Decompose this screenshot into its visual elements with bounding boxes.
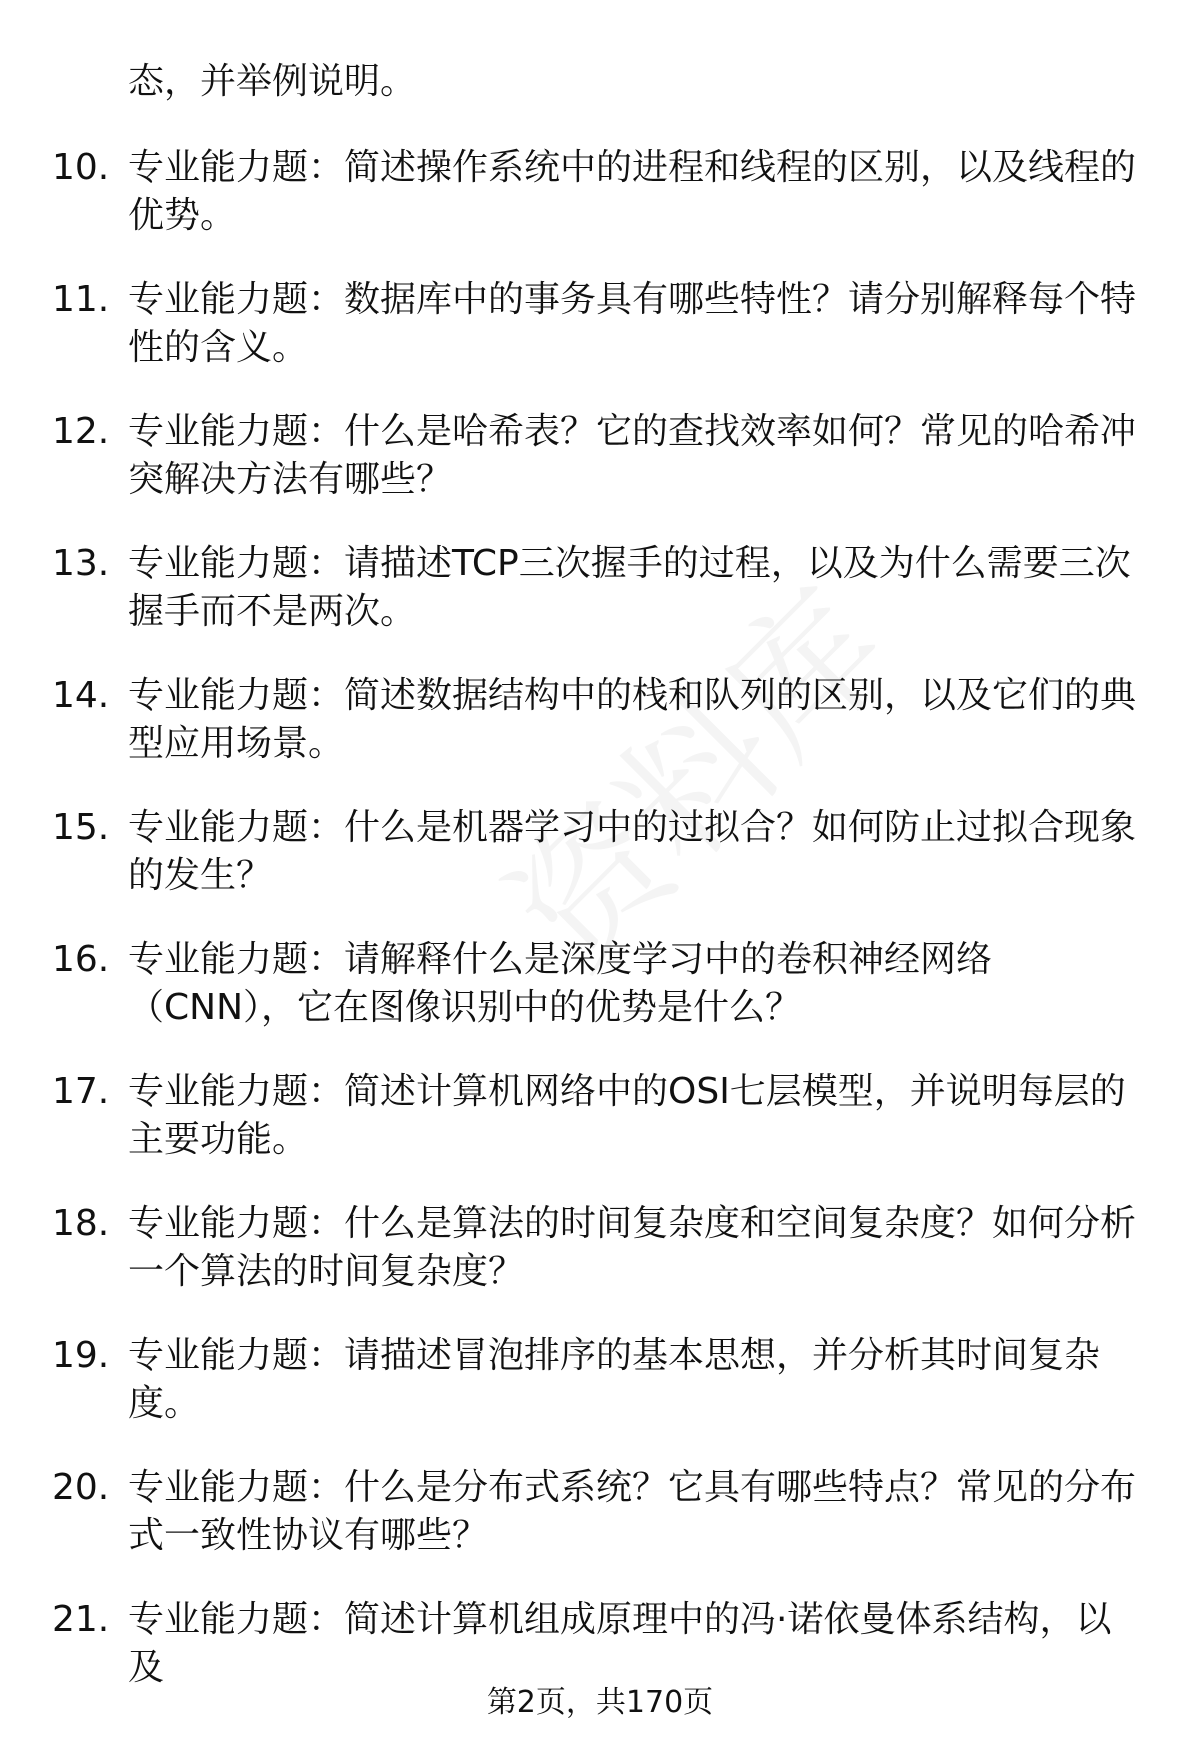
question-number: 13. bbox=[52, 543, 110, 584]
list-item bbox=[52, 1068, 1148, 1200]
list-item bbox=[52, 1464, 1148, 1596]
list-item bbox=[52, 672, 1148, 804]
page-footer: 第2页，共170页 bbox=[486, 1685, 714, 1720]
question-list bbox=[52, 144, 1148, 1728]
list-item bbox=[52, 144, 1148, 276]
question-number: 16. bbox=[52, 939, 110, 980]
list-item bbox=[52, 540, 1148, 672]
question-text: 专业能力题：什么是机器学习中的过拟合？如何防止过拟合现象的发生？ bbox=[128, 807, 1137, 896]
question-number: 11. bbox=[52, 279, 110, 320]
question-number: 14. bbox=[52, 675, 110, 716]
question-text: 专业能力题：什么是算法的时间复杂度和空间复杂度？如何分析一个算法的时间复杂度？ bbox=[128, 1203, 1137, 1292]
question-number: 17. bbox=[52, 1071, 110, 1112]
question-number: 10. bbox=[52, 147, 110, 188]
question-text: 专业能力题：简述操作系统中的进程和线程的区别，以及线程的优势。 bbox=[128, 147, 1137, 236]
question-number: 18. bbox=[52, 1203, 110, 1244]
list-item bbox=[52, 276, 1148, 408]
question-text: 专业能力题：简述计算机组成原理中的冯·诺依曼体系结构，以及 bbox=[128, 1599, 1112, 1688]
list-item bbox=[52, 804, 1148, 936]
question-number: 15. bbox=[52, 807, 110, 848]
question-text: 专业能力题：简述数据结构中的栈和队列的区别，以及它们的典型应用场景。 bbox=[128, 675, 1137, 764]
list-item bbox=[52, 1200, 1148, 1332]
list-item bbox=[52, 1332, 1148, 1464]
question-number: 12. bbox=[52, 411, 110, 452]
question-text: 专业能力题：请描述冒泡排序的基本思想，并分析其时间复杂度。 bbox=[128, 1335, 1101, 1424]
list-item bbox=[52, 936, 1148, 1068]
list-item bbox=[52, 408, 1148, 540]
question-number: 20. bbox=[52, 1467, 110, 1508]
question-number: 19. bbox=[52, 1335, 110, 1376]
continued-text: 态，并举例说明。 bbox=[128, 61, 417, 102]
question-text: 专业能力题：数据库中的事务具有哪些特性？请分别解释每个特性的含义。 bbox=[128, 279, 1137, 368]
question-number: 21. bbox=[52, 1599, 110, 1640]
question-text: 专业能力题：什么是哈希表？它的查找效率如何？常见的哈希冲突解决方法有哪些？ bbox=[128, 411, 1137, 500]
question-text: 专业能力题：简述计算机网络中的OSI七层模型，并说明每层的主要功能。 bbox=[128, 1071, 1126, 1160]
question-text: 专业能力题：请解释什么是深度学习中的卷积神经网络（CNN），它在图像识别中的优势是什么？ bbox=[128, 939, 993, 1028]
question-text: 专业能力题：什么是分布式系统？它具有哪些特点？常见的分布式一致性协议有哪些？ bbox=[128, 1467, 1137, 1556]
question-text: 专业能力题：请描述TCP三次握手的过程，以及为什么需要三次握手而不是两次。 bbox=[128, 543, 1131, 632]
